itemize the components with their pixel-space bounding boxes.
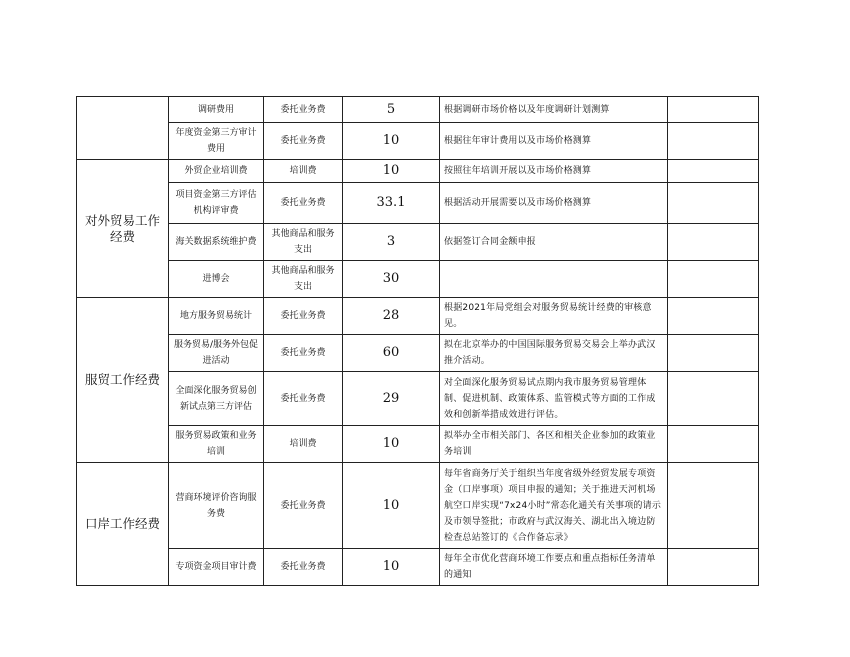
empty-cell <box>668 549 759 586</box>
amount-cell: 10 <box>343 123 440 160</box>
amount-cell: 3 <box>343 224 440 261</box>
expense-type-cell: 委托业务费 <box>264 183 343 224</box>
amount-cell: 60 <box>343 335 440 372</box>
category-cell: 口岸工作经费 <box>77 463 169 586</box>
item-cell: 全面深化服务贸易创新试点第三方评估 <box>169 372 264 426</box>
expense-type-cell: 培训费 <box>264 426 343 463</box>
empty-cell <box>668 335 759 372</box>
empty-cell <box>668 123 759 160</box>
table-row <box>77 123 759 160</box>
amount-cell: 29 <box>343 372 440 426</box>
expense-type-cell: 委托业务费 <box>264 97 343 123</box>
budget-table <box>76 96 759 586</box>
amount-cell: 10 <box>343 549 440 586</box>
empty-cell <box>668 261 759 298</box>
table-row <box>77 298 759 335</box>
empty-cell <box>668 183 759 224</box>
basis-cell: 根据调研市场价格以及年度调研计划测算 <box>440 97 668 123</box>
amount-cell: 28 <box>343 298 440 335</box>
basis-cell: 按照往年培训开展以及市场价格测算 <box>440 160 668 183</box>
table-row <box>77 463 759 549</box>
empty-cell <box>668 426 759 463</box>
basis-cell: 根据2021年局党组会对服务贸易统计经费的审核意见。 <box>440 298 668 335</box>
basis-cell: 依据签订合同金额申报 <box>440 224 668 261</box>
basis-cell: 根据往年审计费用以及市场价格测算 <box>440 123 668 160</box>
expense-type-cell: 委托业务费 <box>264 463 343 549</box>
basis-cell: 每年省商务厅关于组织当年度省级外经贸发展专项资金（口岸事项）项目申报的通知；关于推进天河机场航空口岸实现“7x24小时”常态化通关有关事项的请示及市领导签批；市政府与武汉海关、湖北出入境边防检查总站签订的《合作备忘录》 <box>440 463 668 549</box>
table-row <box>77 549 759 586</box>
amount-cell: 33.1 <box>343 183 440 224</box>
table-row <box>77 426 759 463</box>
table-row <box>77 261 759 298</box>
amount-cell: 10 <box>343 426 440 463</box>
basis-cell: 拟在北京举办的中国国际服务贸易交易会上举办武汉推介活动。 <box>440 335 668 372</box>
empty-cell <box>668 298 759 335</box>
empty-cell <box>668 463 759 549</box>
table-row <box>77 224 759 261</box>
empty-cell <box>668 372 759 426</box>
empty-cell <box>668 160 759 183</box>
expense-type-cell: 其他商品和服务支出 <box>264 261 343 298</box>
empty-cell <box>668 224 759 261</box>
item-cell: 营商环境评价咨询服务费 <box>169 463 264 549</box>
table-row <box>77 97 759 123</box>
empty-cell <box>668 97 759 123</box>
table-row <box>77 183 759 224</box>
expense-type-cell: 培训费 <box>264 160 343 183</box>
item-cell: 海关数据系统维护费 <box>169 224 264 261</box>
basis-cell: 对全面深化服务贸易试点期内我市服务贸易管理体制、促进机制、政策体系、监管模式等方面的工作成效和创新举措成效进行评估。 <box>440 372 668 426</box>
amount-cell: 10 <box>343 463 440 549</box>
item-cell: 服务贸易/服务外包促进活动 <box>169 335 264 372</box>
item-cell: 年度资金第三方审计费用 <box>169 123 264 160</box>
amount-cell: 5 <box>343 97 440 123</box>
expense-type-cell: 委托业务费 <box>264 123 343 160</box>
item-cell: 地方服务贸易统计 <box>169 298 264 335</box>
basis-cell: 根据活动开展需要以及市场价格测算 <box>440 183 668 224</box>
item-cell: 外贸企业培训费 <box>169 160 264 183</box>
expense-type-cell: 委托业务费 <box>264 372 343 426</box>
expense-type-cell: 委托业务费 <box>264 549 343 586</box>
expense-type-cell: 委托业务费 <box>264 335 343 372</box>
amount-cell: 30 <box>343 261 440 298</box>
basis-cell: 拟举办全市相关部门、各区和相关企业参加的政策业务培训 <box>440 426 668 463</box>
table-row <box>77 335 759 372</box>
expense-type-cell: 其他商品和服务支出 <box>264 224 343 261</box>
item-cell: 进博会 <box>169 261 264 298</box>
category-cell: 服贸工作经费 <box>77 298 169 463</box>
item-cell: 项目资金第三方评估机构评审费 <box>169 183 264 224</box>
amount-cell: 10 <box>343 160 440 183</box>
basis-cell: 每年全市优化营商环境工作要点和重点指标任务清单的通知 <box>440 549 668 586</box>
item-cell: 服务贸易政策和业务培训 <box>169 426 264 463</box>
table-row <box>77 372 759 426</box>
category-cell <box>77 97 169 160</box>
expense-type-cell: 委托业务费 <box>264 298 343 335</box>
category-cell: 对外贸易工作 经费 <box>77 160 169 298</box>
basis-cell <box>440 261 668 298</box>
table-row <box>77 160 759 183</box>
item-cell: 专项资金项目审计费 <box>169 549 264 586</box>
item-cell: 调研费用 <box>169 97 264 123</box>
